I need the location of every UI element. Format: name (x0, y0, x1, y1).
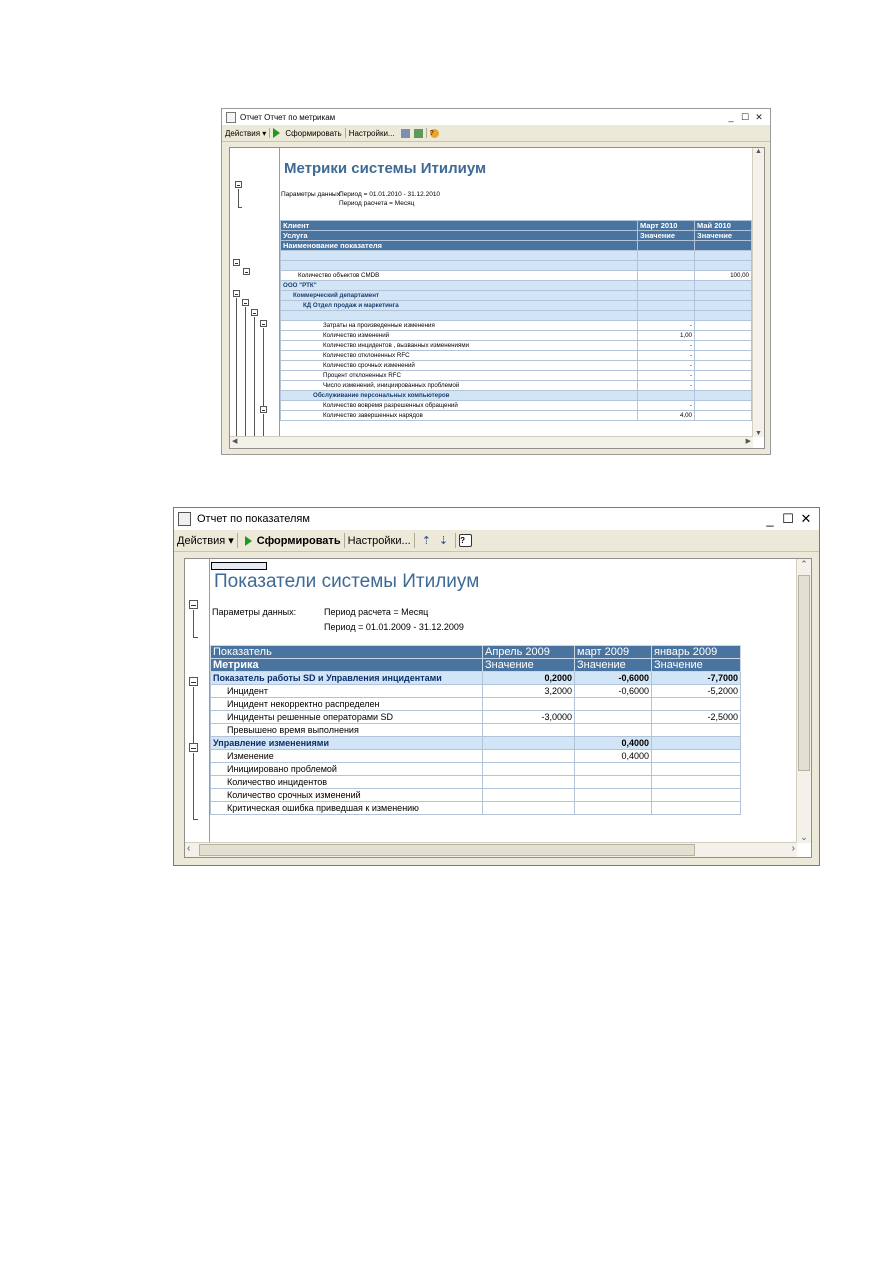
collapse-icon[interactable] (233, 259, 240, 266)
grouping-gutter (185, 559, 210, 857)
report-params (212, 605, 741, 635)
table-row[interactable] (281, 341, 752, 351)
metric-name-cell: Количество изменений (281, 331, 638, 341)
collapse-icon[interactable] (243, 268, 250, 275)
value-cell: - (638, 401, 695, 411)
value-cell (695, 381, 752, 391)
metric-name-cell: ООО "РТК" (281, 281, 638, 291)
value-cell (695, 291, 752, 301)
metrics-table (280, 220, 752, 421)
metric-name-cell: Количество срочных изменений (281, 361, 638, 371)
grouping-gutter (230, 148, 280, 448)
indicator-name-cell: Количество инцидентов (211, 776, 483, 789)
header-row (211, 659, 741, 672)
collapse-icon[interactable] (189, 600, 198, 609)
settings-button[interactable] (348, 535, 411, 547)
table-row[interactable] (281, 281, 752, 291)
header-cell: Март 2010 (638, 221, 695, 231)
collapse-icon[interactable] (235, 181, 242, 188)
value-cell (695, 281, 752, 291)
actions-label: Действия (177, 534, 226, 547)
param-line: Период = 01.01.2010 - 31.12.2010 (339, 191, 441, 198)
table-row[interactable] (281, 271, 752, 281)
value-cell: 0,4000 (575, 750, 652, 763)
metric-name-cell (281, 261, 638, 271)
collapse-icon[interactable] (233, 290, 240, 297)
value-cell: - (638, 341, 695, 351)
toolbar (174, 530, 819, 552)
value-cell (638, 291, 695, 301)
scroll-down-arrow[interactable]: ▼ (755, 430, 762, 437)
value-cell (652, 789, 741, 802)
scroll-up-arrow[interactable]: ⌃ (800, 559, 808, 569)
param-line: Период = 01.01.2009 - 31.12.2009 (324, 622, 464, 632)
collapse-all-icon[interactable]: ⇣ (438, 535, 449, 547)
horizontal-scrollbar[interactable] (230, 436, 753, 448)
header-row (281, 231, 752, 241)
header-cell: Значение (638, 231, 695, 241)
report-window-metrics (221, 108, 771, 455)
value-cell: -5,2000 (652, 685, 741, 698)
play-icon (245, 536, 252, 546)
toolbar (222, 125, 770, 142)
generate-button[interactable] (273, 128, 341, 138)
scroll-down-arrow[interactable]: ⌄ (800, 832, 808, 842)
table-row[interactable] (211, 789, 741, 802)
value-cell (638, 281, 695, 291)
indicator-name-cell: Превышено время выполнения (211, 724, 483, 737)
value-cell: -3,0000 (483, 711, 575, 724)
metric-name-cell (281, 311, 638, 321)
report-title: Метрики системы Итилиум (284, 160, 487, 177)
metric-name-cell (281, 251, 638, 261)
value-cell (638, 261, 695, 271)
value-cell (695, 341, 752, 351)
table-row[interactable] (281, 321, 752, 331)
help-icon[interactable]: ? (430, 129, 439, 138)
generate-label: Сформировать (256, 534, 341, 547)
scroll-left-arrow[interactable]: ◀ (232, 438, 238, 445)
header-cell: Значение (575, 659, 652, 672)
title-bar (222, 109, 770, 125)
value-cell (483, 776, 575, 789)
settings-label: Настройки... (348, 128, 395, 138)
table-row[interactable] (211, 802, 741, 815)
params-label: Параметры данных: (281, 191, 342, 198)
vertical-scrollbar[interactable] (752, 148, 764, 437)
value-cell: - (638, 371, 695, 381)
header-row (281, 221, 752, 231)
value-cell (575, 711, 652, 724)
value-cell (638, 301, 695, 311)
value-cell (575, 724, 652, 737)
value-cell (695, 261, 752, 271)
params-label: Параметры данных: (212, 607, 297, 617)
table-row[interactable] (281, 331, 752, 341)
collapse-icon[interactable] (251, 309, 258, 316)
value-cell: 3,2000 (483, 685, 575, 698)
value-cell (695, 401, 752, 411)
value-cell: -7,7000 (652, 672, 741, 685)
table-row[interactable] (211, 776, 741, 789)
table-row[interactable] (211, 685, 741, 698)
indicator-name-cell: Количество срочных изменений (211, 789, 483, 802)
value-cell (695, 351, 752, 361)
help-icon[interactable]: ? (459, 534, 472, 547)
metric-name-cell: Обслуживание персональных компьютеров (281, 391, 638, 401)
param-line: Период расчета = Месяц (339, 200, 415, 207)
actions-menu[interactable]: Действия ▾ (177, 534, 234, 547)
value-cell (483, 724, 575, 737)
value-cell (652, 750, 741, 763)
metric-name-cell: Затраты на произведенные изменения (281, 321, 638, 331)
table-row[interactable] (281, 301, 752, 311)
value-cell: 4,00 (638, 411, 695, 421)
table-row[interactable] (281, 351, 752, 361)
header-cell (695, 241, 752, 251)
metric-name-cell: Количество инцидентов , вызванных изменениями (281, 341, 638, 351)
value-cell (483, 750, 575, 763)
value-cell: 100,00 (695, 271, 752, 281)
table-row[interactable] (281, 261, 752, 271)
document-icon (226, 112, 236, 123)
table-row[interactable] (281, 311, 752, 321)
scroll-right-arrow[interactable]: › (791, 843, 795, 854)
metric-name-cell: Коммерческий департамент (281, 291, 638, 301)
report-area (184, 558, 812, 858)
value-cell: 0,2000 (483, 672, 575, 685)
value-cell (652, 776, 741, 789)
value-cell: - (638, 321, 695, 331)
close-button[interactable]: ✕ (800, 511, 812, 526)
value-cell: -0,6000 (575, 672, 652, 685)
table-row[interactable] (211, 724, 741, 737)
window-title: Отчет по показателям (197, 513, 310, 525)
header-cell: Клиент (281, 221, 638, 231)
value-cell (638, 251, 695, 261)
indicator-name-cell: Управление изменениями (211, 737, 483, 750)
scroll-up-arrow[interactable]: ▲ (755, 148, 762, 155)
value-cell (483, 698, 575, 711)
settings-button[interactable] (349, 129, 395, 138)
value-cell (695, 411, 752, 421)
table-row[interactable] (211, 763, 741, 776)
value-cell (575, 802, 652, 815)
header-cell: Значение (652, 659, 741, 672)
window-title: Отчет Отчет по метрикам (240, 112, 336, 122)
expand-all-icon[interactable]: ⇡ (421, 535, 431, 547)
collapse-icon[interactable] (260, 406, 267, 413)
value-cell (575, 763, 652, 776)
collapse-icon[interactable] (242, 299, 249, 306)
table-row[interactable] (281, 381, 752, 391)
header-cell: Апрель 2009 (483, 646, 575, 659)
maximize-button[interactable]: ☐ (740, 111, 750, 122)
metric-name-cell: Процент отклоненных RFC (281, 371, 638, 381)
metric-name-cell: Количество завершенных нарядов (281, 411, 638, 421)
value-cell (483, 789, 575, 802)
value-cell (652, 724, 741, 737)
settings-label: Настройки... (347, 534, 411, 547)
table-row[interactable] (281, 391, 752, 401)
metric-name-cell: КД Отдел продаж и маркетинга (281, 301, 638, 311)
table-row[interactable] (211, 750, 741, 763)
indicator-name-cell: Инициировано проблемой (211, 763, 483, 776)
generate-button[interactable] (245, 535, 341, 547)
value-cell (575, 698, 652, 711)
value-cell (638, 391, 695, 401)
metric-name-cell: Количество объектов CMDB (281, 271, 638, 281)
value-cell (695, 301, 752, 311)
header-cell: Метрика (211, 659, 483, 672)
value-cell (695, 331, 752, 341)
indicator-name-cell: Изменение (211, 750, 483, 763)
value-cell (638, 271, 695, 281)
table-row[interactable] (281, 401, 752, 411)
table-row[interactable] (211, 711, 741, 724)
scroll-right-arrow[interactable]: ▶ (745, 438, 751, 445)
value-cell: -0,6000 (575, 685, 652, 698)
value-cell (638, 311, 695, 321)
table-row[interactable] (281, 361, 752, 371)
report-title: Показатели системы Итилиум (214, 571, 480, 592)
report-window-indicators (173, 507, 820, 866)
collapse-icon[interactable] (260, 320, 267, 327)
maximize-button[interactable]: ☐ (782, 511, 794, 526)
scroll-left-arrow[interactable]: ‹ (187, 843, 191, 854)
table-row[interactable] (211, 737, 741, 750)
value-cell (483, 802, 575, 815)
header-cell: Значение (695, 231, 752, 241)
value-cell (652, 763, 741, 776)
header-cell: Наименование показателя (281, 241, 638, 251)
value-cell: 0,4000 (575, 737, 652, 750)
value-cell: -2,5000 (652, 711, 741, 724)
value-cell (695, 321, 752, 331)
header-row (281, 241, 752, 251)
table-row[interactable] (281, 251, 752, 261)
play-icon (273, 128, 280, 138)
metric-name-cell: Количество вовремя разрешенных обращений (281, 401, 638, 411)
value-cell (652, 698, 741, 711)
value-cell (695, 311, 752, 321)
value-cell (695, 391, 752, 401)
header-cell: Услуга (281, 231, 638, 241)
title-bar (174, 508, 819, 530)
value-cell (483, 763, 575, 776)
value-cell (652, 737, 741, 750)
actions-menu[interactable]: Действия ▾ (225, 128, 267, 138)
minimize-button[interactable]: _ (728, 112, 734, 122)
minimize-button[interactable]: _ (766, 511, 774, 527)
indicator-name-cell: Инциденты решенные операторами SD (211, 711, 483, 724)
table-row[interactable] (211, 698, 741, 711)
report-body (280, 148, 752, 421)
header-cell: Показатель (211, 646, 483, 659)
horizontal-scrollbar[interactable] (185, 842, 797, 857)
report-params (281, 190, 752, 208)
value-cell (652, 802, 741, 815)
actions-label: Действия (225, 128, 261, 138)
close-button[interactable]: ✕ (755, 111, 763, 122)
value-cell (695, 371, 752, 381)
value-cell (695, 251, 752, 261)
save-icon[interactable] (401, 129, 410, 138)
param-line: Период расчета = Месяц (324, 607, 429, 617)
indicator-name-cell: Показатель работы SD и Управления инцидентами (211, 672, 483, 685)
value-cell (575, 789, 652, 802)
value-cell: 1,00 (638, 331, 695, 341)
generate-label: Сформировать (285, 128, 342, 138)
report-area (229, 147, 765, 449)
value-cell: - (638, 381, 695, 391)
collapse-icon[interactable] (189, 743, 198, 752)
indicator-name-cell: Инцидент (211, 685, 483, 698)
load-icon[interactable] (414, 129, 423, 138)
table-row[interactable] (281, 411, 752, 421)
table-row[interactable] (211, 672, 741, 685)
metric-name-cell: Количество отклоненных RFC (281, 351, 638, 361)
value-cell (483, 737, 575, 750)
value-cell: - (638, 361, 695, 371)
scroll-thumb[interactable] (798, 575, 810, 771)
indicator-name-cell: Критическая ошибка приведшая к изменению (211, 802, 483, 815)
header-cell: Значение (483, 659, 575, 672)
value-cell (575, 776, 652, 789)
collapse-icon[interactable] (189, 677, 198, 686)
table-row[interactable] (281, 371, 752, 381)
value-cell (695, 361, 752, 371)
header-row (211, 646, 741, 659)
table-row[interactable] (281, 291, 752, 301)
header-cell: март 2009 (575, 646, 652, 659)
scroll-thumb[interactable] (199, 844, 695, 856)
header-cell: январь 2009 (652, 646, 741, 659)
indicators-table (210, 645, 741, 815)
metric-name-cell: Число изменений, инициированных проблемой (281, 381, 638, 391)
document-icon (178, 512, 191, 526)
header-cell: Май 2010 (695, 221, 752, 231)
value-cell: - (638, 351, 695, 361)
indicator-name-cell: Инцидент некорректно распределен (211, 698, 483, 711)
vertical-scrollbar[interactable] (796, 559, 811, 843)
report-body (210, 559, 741, 815)
header-cell (638, 241, 695, 251)
